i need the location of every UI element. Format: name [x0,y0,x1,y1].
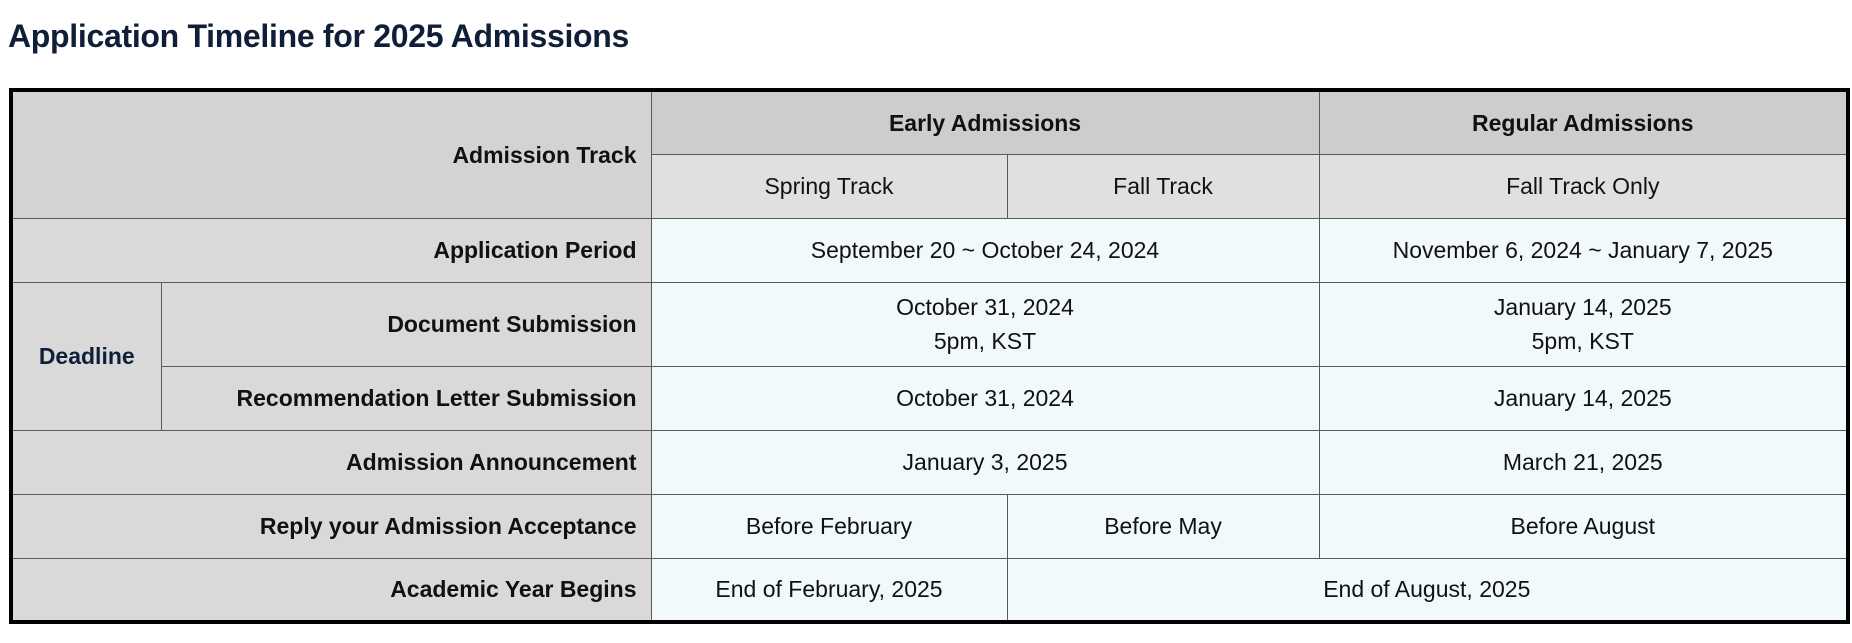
academic-year-spring: End of February, 2025 [651,558,1007,622]
fall-track-header: Fall Track [1007,154,1319,218]
document-submission-label: Document Submission [161,282,651,366]
admission-track-header: Admission Track [11,90,651,218]
fall-track-only-header: Fall Track Only [1319,154,1848,218]
table-row-recommendation-letter [11,366,1848,430]
page-title: Application Timeline for 2025 Admissions [8,18,630,54]
regular-admissions-header: Regular Admissions [1319,90,1848,154]
document-submission-early [651,282,1319,366]
document-submission-regular [1319,282,1848,366]
table-row-document-submission [11,282,1848,366]
application-period-regular: November 6, 2024 ~ January 7, 2025 [1319,218,1848,282]
recommendation-letter-early: October 31, 2024 [651,366,1319,430]
deadline-group-label: Deadline [11,282,161,430]
header-row-groups [11,90,1848,154]
document-regular-time: 5pm, KST [1531,328,1634,354]
admission-announcement-label: Admission Announcement [11,430,651,494]
reply-acceptance-spring: Before February [651,494,1007,558]
academic-year-label: Academic Year Begins [11,558,651,622]
spring-track-header: Spring Track [651,154,1007,218]
academic-year-fall-regular: End of August, 2025 [1007,558,1848,622]
table-row-application-period [11,218,1848,282]
application-period-early: September 20 ~ October 24, 2024 [651,218,1319,282]
early-admissions-header: Early Admissions [651,90,1319,154]
reply-acceptance-regular: Before August [1319,494,1848,558]
recommendation-letter-regular: January 14, 2025 [1319,366,1848,430]
reply-acceptance-fall: Before May [1007,494,1319,558]
recommendation-letter-label: Recommendation Letter Submission [161,366,651,430]
admission-announcement-early: January 3, 2025 [651,430,1319,494]
table-row-reply-acceptance [11,494,1848,558]
application-period-label: Application Period [11,218,651,282]
admissions-timeline-table [9,88,1850,624]
table-row-academic-year [11,558,1848,622]
table-row-admission-announcement [11,430,1848,494]
document-regular-date: January 14, 2025 [1493,294,1672,320]
admission-announcement-regular: March 21, 2025 [1319,430,1848,494]
reply-acceptance-label: Reply your Admission Acceptance [11,494,651,558]
document-early-date: October 31, 2024 [896,294,1074,320]
document-early-time: 5pm, KST [933,328,1037,354]
